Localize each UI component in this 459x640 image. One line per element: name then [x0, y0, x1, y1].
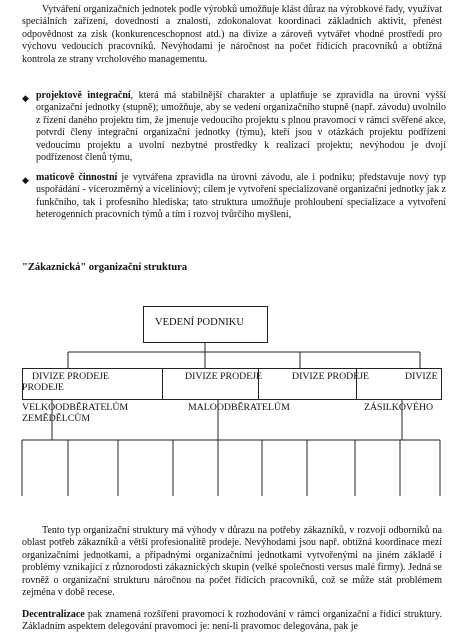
division-label-1: DIVIZE PRODEJE — [32, 371, 110, 382]
bullet-text: , která má stabilnější charakter a uplatňuje se zpravidla na úrovni vyšší organizační jednotky (stupně); umožňuje, aby se vedení organizačního stupně (např. závodu) uvolnilo z řízení daného projektu tím, že jmenuje vedoucího projektu s plnou pravomocí v rámci svěřené akce, potvrdí členy integrační organizační jednotky (týmu), kteří jsou v otázkách projektu podřízeni vedoucímu projektu a uvolní nezbytné prostředky k realizaci projektu; nevýhodou je dvojí podřízenost členů týmu, — [36, 90, 446, 164]
diamond-bullet-icon: ◆ — [22, 93, 29, 103]
paragraph-after-chart: Tento typ organizační struktury má výhody v důrazu na potřeby zákazníků, v rozvoji odborníků na oblast potřeb zákazníků a větší profesionalitě prodeje. Nevýhodami jsou např. obtížná koordinace mezi organizačními jednotkami, a případnými organizačními jednotkami vytvořenými na jiném základě i problémy vznikající z různorodosti zákaznických skupin (velké společnosti versus malé firmy). Jedná se rovněž o organizační strukturu náročnou na počet řídících pracovníků, což se může stát problémem zejména v době recese. — [22, 525, 442, 599]
decentralization-paragraph — [22, 609, 442, 634]
bullet-text: je vytvářena zpravidla na úrovni závodu, ale i podniku; představuje nový typ uspořádání - vícerozměrný a víceliniový; cílem je vytvoření specializované organizační jednotky jak z funkčního, tak i profesního hlediska; tato struktura umožňuje prohloubení specializace a vytvoření heterogenních pracovních týmů a tím i rozvoj tvůrčího myšlení, — [36, 172, 446, 221]
customer-label-overflow: ZEMĚDĚLCŮM — [22, 413, 91, 424]
decentralization-text: pak znamená rozšíření pravomocí k rozhodování v rámci organizační a řídící struktury. Základním aspektem delegování pravomoci je: není-li pravomoc delegována, pak je — [22, 609, 442, 633]
bullet-term: projektově integrační — [36, 90, 131, 101]
division-label-3: DIVIZE PRODEJE — [292, 371, 370, 382]
customer-label-1: VELKOODBĚRATELŮM — [22, 402, 129, 413]
bullet-term: maticově činnostní — [36, 172, 118, 183]
division-label-4: DIVIZE — [405, 371, 438, 382]
section-heading: "Zákaznická" organizační struktura — [22, 262, 188, 273]
org-label-top: VEDENÍ PODNIKU — [155, 317, 244, 328]
org-box-vedeni-podniku — [143, 306, 268, 343]
customer-label-3: ZÁSILKOVÉHO — [364, 402, 434, 413]
division-label-overflow: PRODEJE — [22, 382, 64, 393]
customer-label-2: MALOODBĚRATELŮM — [188, 402, 290, 413]
intro-paragraph: Vytváření organizačních jednotek podle výrobků umožňuje klást důraz na výrobkové řady, využívat speciálních zařízení, dovedností a znalostí, zdokonalovat koordinaci základních aktivit, přenést odpovědnost za zisk (konkurenceschopnost atd.) na divize a zároveň vytvářet vhodné prostředí pro výchovu vedoucích pracovníků. Nevýhodami je náročnost na počet řídících pracovníků a obtížná kontrola ze strany vrcholového managementu. — [22, 4, 442, 65]
diamond-bullet-icon: ◆ — [22, 175, 29, 185]
division-label-2: DIVIZE PRODEJE — [185, 371, 263, 382]
decentralization-term: Decentralizace — [22, 609, 85, 620]
